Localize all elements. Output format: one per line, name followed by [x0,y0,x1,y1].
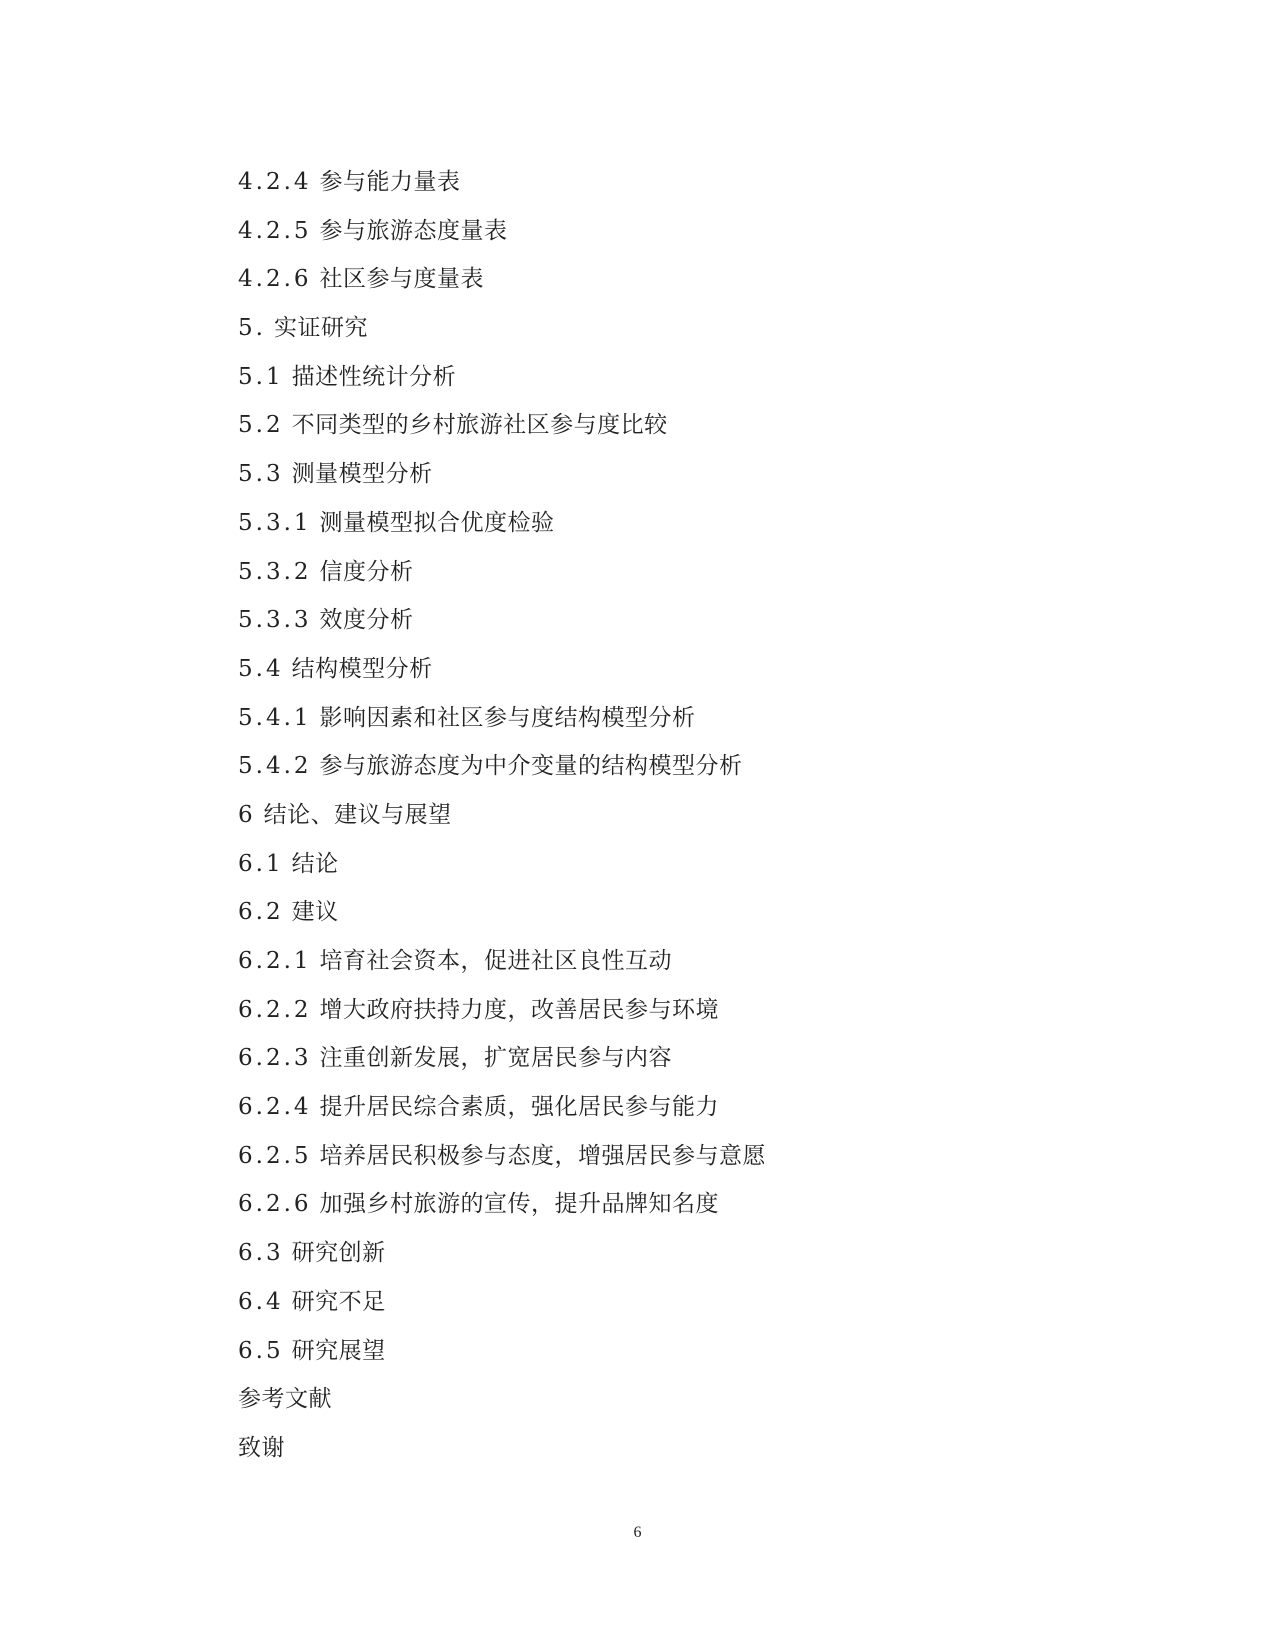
toc-entry [238,1278,766,1327]
toc-entry-title: 参考文献 [238,1386,332,1413]
toc-entry [238,986,766,1035]
toc-entry-title: 影响因素和社区参与度结构模型分析 [319,704,696,731]
toc-entry-number: 4.2.4 [238,169,312,195]
toc-entry-number: 4.2.5 [238,217,312,244]
toc-entry-title: 效度分析 [319,607,414,634]
toc-entry [238,499,766,548]
toc-entry-number: 6 [238,801,256,828]
toc-entry-title: 研究不足 [291,1288,386,1315]
toc-entry-title: 注重创新发展，扩宽居民参与内容 [319,1045,673,1072]
toc-entry-title: 培养居民积极参与态度，增强居民参与意愿 [319,1142,767,1169]
toc-entry-number: 5.3 [238,461,284,488]
toc-entry-number: 5.3.1 [238,509,312,536]
toc-entry [238,937,766,986]
toc-entry-title: 培育社会资本，促进社区良性互动 [319,948,673,974]
toc-entry-title: 测量模型拟合优度检验 [319,509,555,536]
toc-entry-number: 6.3 [238,1240,284,1267]
table-of-contents [238,158,766,1473]
toc-entry-number: 6.2 [238,899,284,926]
toc-entry-title: 研究创新 [291,1240,386,1267]
toc-entry-title: 参与能力量表 [319,169,461,195]
toc-entry-title: 结论 [291,850,339,877]
toc-entry [238,694,766,743]
toc-entry-number: 5.3.3 [238,607,312,634]
toc-entry [238,1375,766,1424]
toc-entry-number: 5.4.2 [238,753,312,780]
page-number: 6 [633,1524,642,1541]
toc-entry [238,1083,766,1132]
toc-entry [238,304,766,353]
toc-entry [238,401,766,450]
toc-entry [238,1229,766,1278]
toc-entry-number: 5.1 [238,363,284,390]
toc-entry [238,255,766,304]
toc-entry-number: 5.4 [238,655,284,682]
toc-entry [238,1327,766,1376]
toc-entry-number: 6.5 [238,1337,284,1364]
toc-entry-title: 参与旅游态度为中介变量的结构模型分析 [319,753,743,780]
toc-entry-number: 6.2.4 [238,1094,312,1121]
toc-entry-title: 实证研究 [273,315,368,342]
toc-entry [238,1424,766,1473]
toc-entry-number: 6.4 [238,1288,284,1315]
toc-entry [238,742,766,791]
toc-entry-number: 6.2.5 [238,1142,312,1169]
toc-entry-title: 不同类型的乡村旅游社区参与度比较 [291,412,668,439]
toc-entry-title: 参与旅游态度量表 [319,217,508,244]
toc-entry-number: 6.2.1 [238,948,312,974]
toc-entry-title: 研究展望 [291,1337,386,1364]
toc-entry-title: 信度分析 [319,558,414,585]
toc-entry-title: 结构模型分析 [291,655,433,682]
toc-entry-title: 测量模型分析 [291,461,433,488]
toc-entry-number: 6.2.2 [238,996,312,1023]
toc-entry-title: 建议 [291,899,339,926]
toc-entry [238,158,766,207]
toc-entry-number: 4.2.6 [238,266,312,293]
toc-entry-title: 描述性统计分析 [291,363,457,390]
toc-entry [238,840,766,889]
toc-entry [238,645,766,694]
toc-entry [238,596,766,645]
toc-entry-number: 5.3.2 [238,558,312,585]
toc-entry [238,1180,766,1229]
toc-entry [238,791,766,840]
toc-entry-number: 6.2.3 [238,1045,312,1072]
toc-entry [238,450,766,499]
toc-entry-title: 加强乡村旅游的宣传，提升品牌知名度 [319,1191,720,1218]
toc-entry-number: 6.2.6 [238,1191,312,1218]
toc-entry-number: 6.1 [238,850,284,877]
toc-entry [238,1034,766,1083]
toc-entry-title: 增大政府扶持力度，改善居民参与环境 [319,996,720,1023]
toc-entry-title: 社区参与度量表 [319,266,485,293]
toc-entry-number: 5. [238,315,266,342]
toc-entry [238,888,766,937]
toc-entry [238,353,766,402]
toc-entry-number: 5.4.1 [238,704,312,731]
toc-entry-title: 致谢 [238,1434,285,1461]
toc-entry [238,548,766,597]
toc-entry [238,1132,766,1181]
toc-entry-number: 5.2 [238,412,284,439]
toc-entry [238,207,766,256]
toc-entry-title: 提升居民综合素质，强化居民参与能力 [319,1094,720,1121]
toc-entry-title: 结论、建议与展望 [263,801,452,828]
